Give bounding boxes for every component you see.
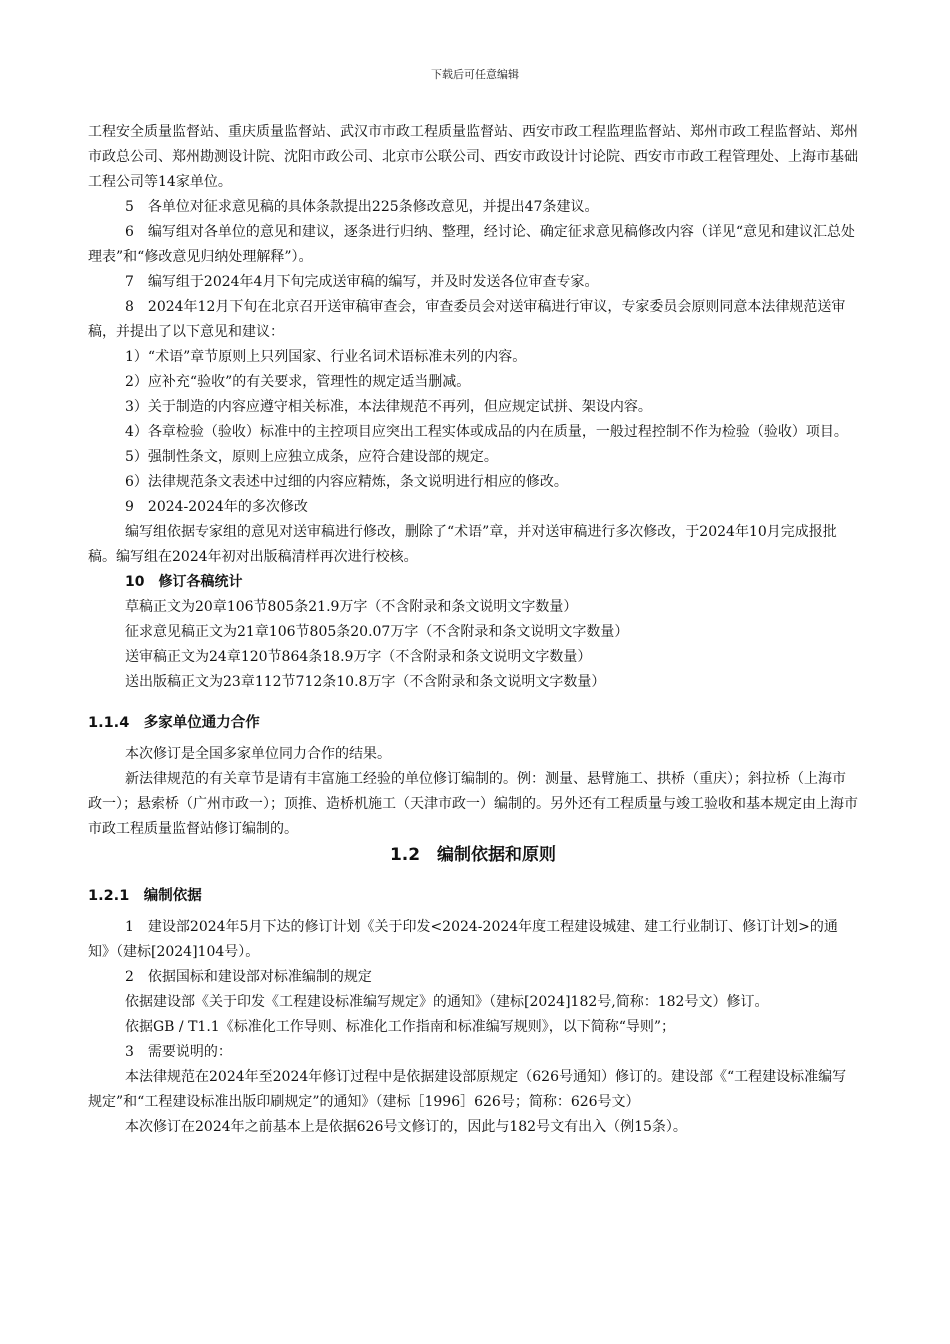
paragraph: 本法律规范在2024年至2024年修订过程中是依据建设部原规定（626号通知）修订的。建设部《“工程建设标准编写规定”和“工程建设标准出版印刷规定”的通知》（建标［1996］626号；简称：626号文） [88,1069,847,1110]
section-heading: 1.1.4 多家单位通力合作 [88,715,260,731]
list-item: 2）应补充“验收”的有关要求，管理性的规定适当删减。 [125,374,471,390]
stats-item: 送出版稿正文为23章112节712条10.8万字（不含附录和条文说明文字数量） [125,674,606,690]
paragraph: 9 2024-2024年的多次修改 [125,499,308,515]
paragraph: 工程安全质量监督站、重庆质量监督站、武汉市市政工程质量监督站、西安市政工程监理监督站、郑州市政工程监督站、郑州市政总公司、郑州勘测设计院、沈阳市政公司、北京市公联公司、西安市政设计讨论院、西安市市政工程管理处、上海市基础工程公司等14家单位。 [88,124,858,190]
stats-heading: 10 修订各稿统计 [125,574,243,590]
paragraph: 2 依据国标和建设部对标准编制的规定 [125,969,372,985]
chapter-title: 1.2 编制依据和原则 [389,845,557,865]
page-header: 下载后可任意编辑 [431,68,519,81]
paragraph: 1 建设部2024年5月下达的修订计划《关于印发<2024-2024年度工程建设城建、建工行业制订、修订计划>的通知》（建标[2024]104号）。 [88,919,838,960]
paragraph: 8 2024年12月下旬在北京召开送审稿审查会，审查委员会对送审稿进行审议，专家委员会原则同意本法律规范送审稿，并提出了以下意见和建议： [88,299,846,340]
paragraph: 本次修订在2024年之前基本上是依据626号文修订的，因此与182号文有出入（例15条）。 [125,1119,687,1135]
section-heading: 1.2.1 编制依据 [88,888,202,904]
stats-item: 送审稿正文为24章120节864条18.9万字（不含附录和条文说明文字数量） [125,649,592,665]
paragraph: 新法律规范的有关章节是请有丰富施工经验的单位修订编制的。例：测量、悬臂施工、拱桥（重庆）；斜拉桥（上海市政一）；悬索桥（广州市政一）；顶推、造桥机施工（天津市政一）编制的。另外还有工程质量与竣工验收和基本规定由上海市市政工程质量监督站修订编制的。 [88,771,858,837]
list-item: 4）各章检验（验收）标准中的主控项目应突出工程实体或成品的内在质量，一般过程控制不作为检验（验收）项目。 [125,424,848,440]
paragraph: 本次修订是全国多家单位同力合作的结果。 [125,746,391,762]
list-item: 1）“术语”章节原则上只列国家、行业名词术语标准未列的内容。 [125,349,527,365]
list-item: 6）法律规范条文表述中过细的内容应精炼，条文说明进行相应的修改。 [125,474,568,490]
list-item: 3）关于制造的内容应遵守相关标准，本法律规范不再列，但应规定试拼、架设内容。 [125,399,652,415]
paragraph: 7 编写组于2024年4月下旬完成送审稿的编写，并及时发送各位审查专家。 [125,274,599,290]
document-body [88,120,858,1140]
paragraph: 依据建设部《关于印发《工程建设标准编写规定》的通知》（建标[2024]182号,简称：182号文）修订。 [125,994,769,1010]
paragraph: 编写组依据专家组的意见对送审稿进行修改，删除了“术语”章，并对送审稿进行多次修改，于2024年10月完成报批稿。编写组在2024年初对出版稿清样再次进行校核。 [88,524,837,565]
paragraph: 5 各单位对征求意见稿的具体条款提出225条修改意见，并提出47条建议。 [125,199,599,215]
paragraph: 依据GB / T1.1《标准化工作导则、标准化工作指南和标准编写规则》，以下简称“导则”； [125,1019,676,1035]
stats-item: 征求意见稿正文为21章106节805条20.07万字（不含附录和条文说明文字数量） [125,624,629,640]
stats-item: 草稿正文为20章106节805条21.9万字（不含附录和条文说明文字数量） [125,599,578,615]
paragraph: 3 需要说明的： [125,1044,232,1060]
paragraph: 6 编写组对各单位的意见和建议，逐条进行归纳、整理，经讨论、确定征求意见稿修改内容（详见“意见和建议汇总处理表”和“修改意见归纳处理解释”）。 [88,224,856,265]
list-item: 5）强制性条文，原则上应独立成条，应符合建设部的规定。 [125,449,498,465]
